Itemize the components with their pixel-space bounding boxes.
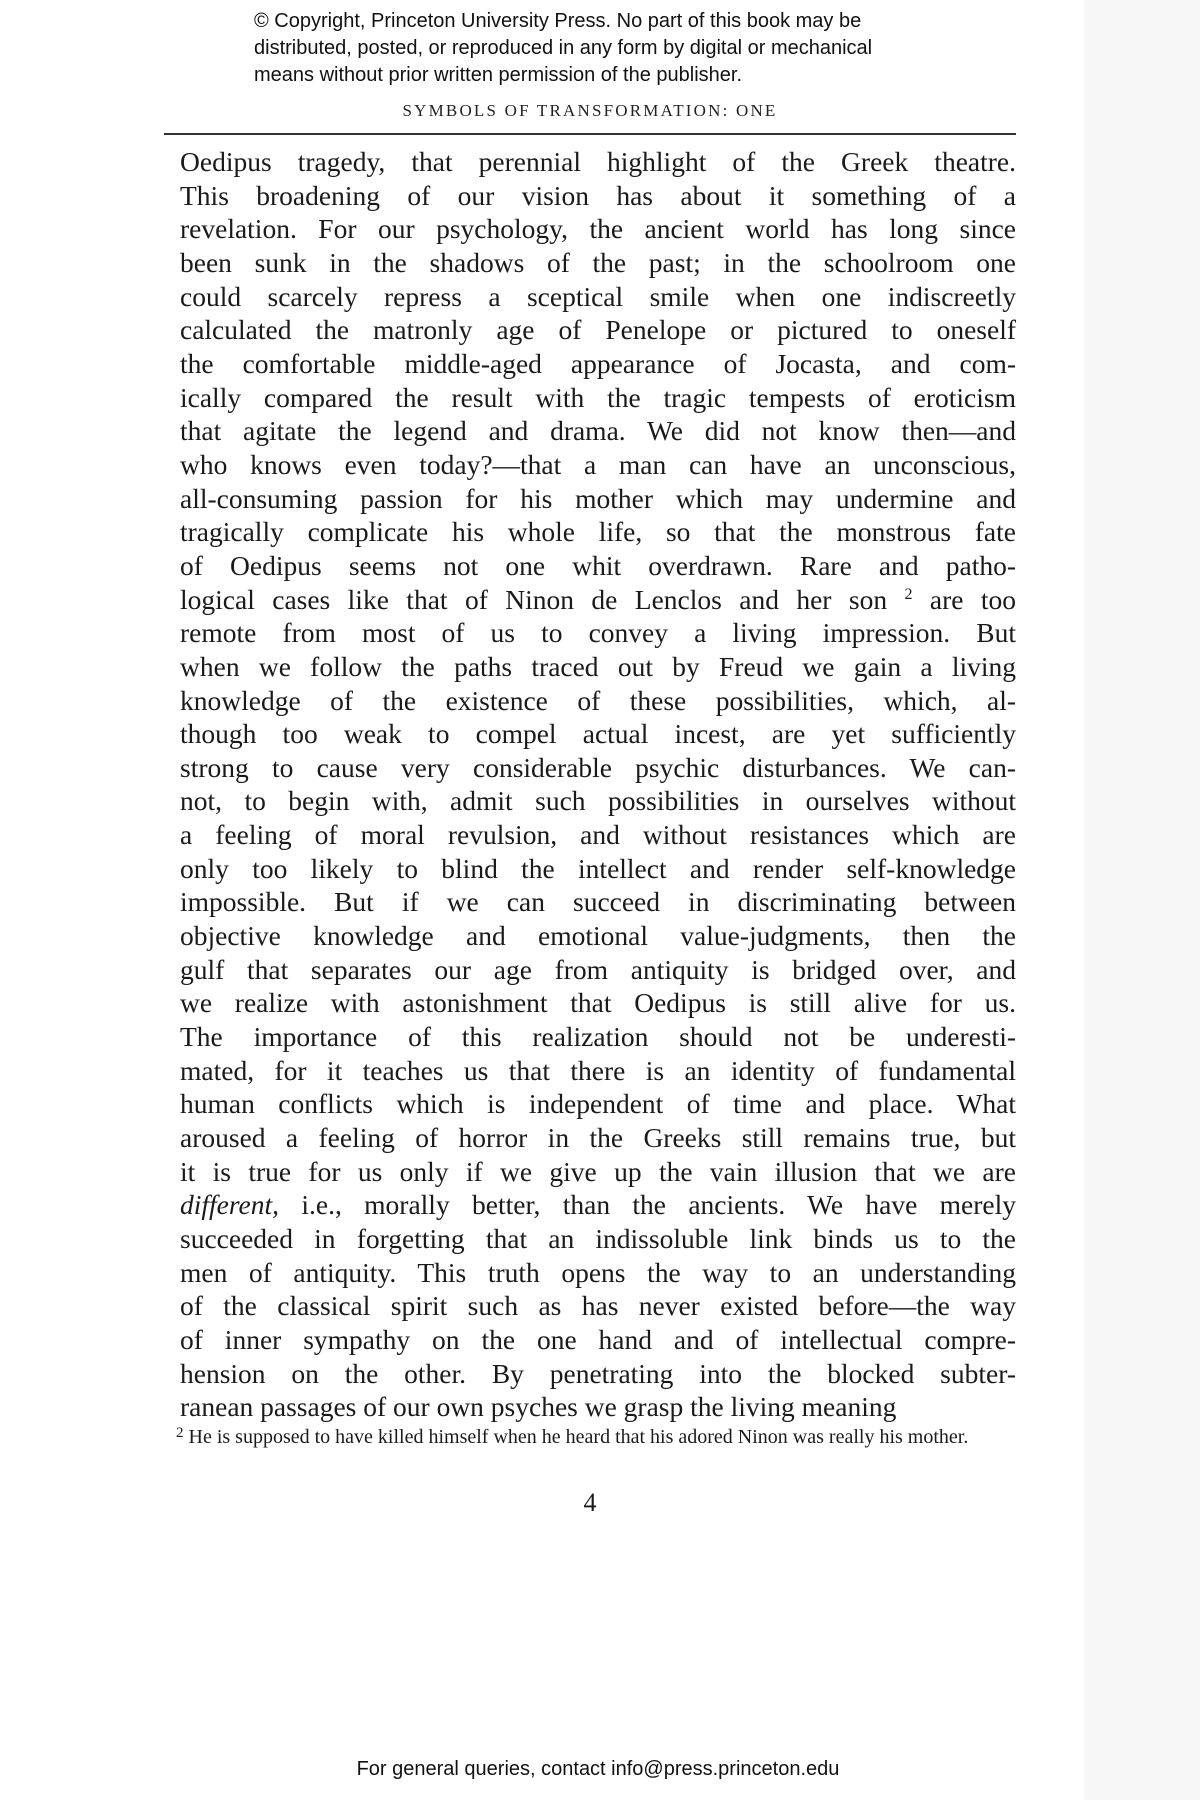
copyright-notice <box>254 8 1014 89</box>
text-line: that agitate the legend and drama. We did not know then—and <box>180 415 1016 447</box>
text-line: a feeling of moral revulsion, and without resistances which are <box>180 819 1016 851</box>
text-line: gulf that separates our age from antiquity is bridged over, and <box>180 953 1016 985</box>
text-line: The importance of this realization should not be underesti- <box>180 1021 1016 1053</box>
text-line: we realize with astonishment that Oedipus is still alive for us. <box>180 987 1016 1019</box>
body-text <box>180 145 1016 1424</box>
text-line: objective knowledge and emotional value-judgments, then the <box>180 920 1016 952</box>
text-line: impossible. But if we can succeed in discriminating between <box>180 886 1016 918</box>
text-line: of Oedipus seems not one whit overdrawn. Rare and patho- <box>180 549 1016 581</box>
text-line: all-consuming passion for his mother which may undermine and <box>180 482 1016 514</box>
text-line-with-italic <box>180 1188 1016 1222</box>
text-line: mated, for it teaches us that there is an identity of fundamental <box>180 1054 1016 1086</box>
text-line: men of antiquity. This truth opens the way to an understanding <box>180 1256 1016 1288</box>
footnote-marker: 2 <box>176 1425 184 1441</box>
text-line: human conflicts which is independent of time and place. What <box>180 1088 1016 1120</box>
text-segment: are too <box>929 583 1017 615</box>
text-line: tragically complicate his whole life, so that the monstrous fate <box>180 516 1016 548</box>
text-segment: logical cases like that of Ninon de Lenclos and her son <box>180 583 888 615</box>
text-line-with-note-ref <box>180 583 1016 617</box>
text-line: when we follow the paths traced out by Freud we gain a living <box>180 650 1016 682</box>
text-line: knowledge of the existence of these possibilities, which, al- <box>180 684 1016 716</box>
text-line: calculated the matronly age of Penelope or pictured to oneself <box>180 314 1016 346</box>
text-line: aroused a feeling of horror in the Greeks still remains true, but <box>180 1122 1016 1154</box>
footnote <box>176 1424 1016 1451</box>
header-rule <box>164 133 1016 135</box>
text-line: who knows even today?—that a man can have an unconscious, <box>180 448 1016 480</box>
text-line: could scarcely repress a sceptical smile when one indiscreetly <box>180 280 1016 312</box>
text-line: strong to cause very considerable psychic disturbances. We can- <box>180 751 1016 783</box>
footnote-reference[interactable]: 2 <box>904 585 913 603</box>
text-line: succeeded in forgetting that an indissoluble link binds us to the <box>180 1223 1016 1254</box>
text-line: of the classical spirit such as has never existed before—the way <box>180 1290 1016 1322</box>
text-line: only too likely to blind the intellect and render self-knowledge <box>180 852 1016 884</box>
running-head: SYMBOLS OF TRANSFORMATION: ONE <box>402 101 778 120</box>
text-segment: i.e., morally better, than the ancients. We have merely <box>301 1189 1016 1221</box>
footnote-text: He is supposed to have killed himself when he heard that his adored Ninon was really his mother. <box>188 1426 969 1448</box>
page-edge-shade <box>1084 0 1200 1800</box>
copyright-line: distributed, posted, or reproduced in any form by digital or mechanical <box>254 37 873 59</box>
page-number: 4 <box>583 1488 597 1517</box>
copyright-line: means without prior written permission of the publisher. <box>254 64 743 86</box>
text-line: ranean passages of our own psyches we grasp the living meaning <box>180 1391 897 1423</box>
text-line: though too weak to compel actual incest, are yet sufficiently <box>180 718 1016 750</box>
text-line: Oedipus tragedy, that perennial highlight of the Greek theatre. <box>180 146 1016 177</box>
contact-footer: For general queries, contact info@press.princeton.edu <box>356 1758 840 1780</box>
text-line: it is true for us only if we give up the vain illusion that we are <box>180 1155 1016 1187</box>
text-line: This broadening of our vision has about it something of a <box>180 179 1016 211</box>
text-line: of inner sympathy on the one hand and of intellectual compre- <box>180 1323 1016 1355</box>
text-line: been sunk in the shadows of the past; in the schoolroom one <box>180 246 1016 278</box>
italic-word: different, <box>180 1189 280 1221</box>
text-line: revelation. For our psychology, the ancient world has long since <box>180 213 1016 245</box>
text-line: remote from most of us to convey a living impression. But <box>180 617 1016 649</box>
copyright-line: © Copyright, Princeton University Press. No part of this book may be <box>254 10 862 32</box>
text-line: the comfortable middle-aged appearance of Jocasta, and com- <box>180 347 1016 379</box>
text-line: hension on the other. By penetrating into the blocked subter- <box>180 1357 1016 1389</box>
text-line: ically compared the result with the tragic tempests of eroticism <box>180 381 1016 413</box>
text-line: not, to begin with, admit such possibilities in ourselves without <box>180 785 1016 817</box>
